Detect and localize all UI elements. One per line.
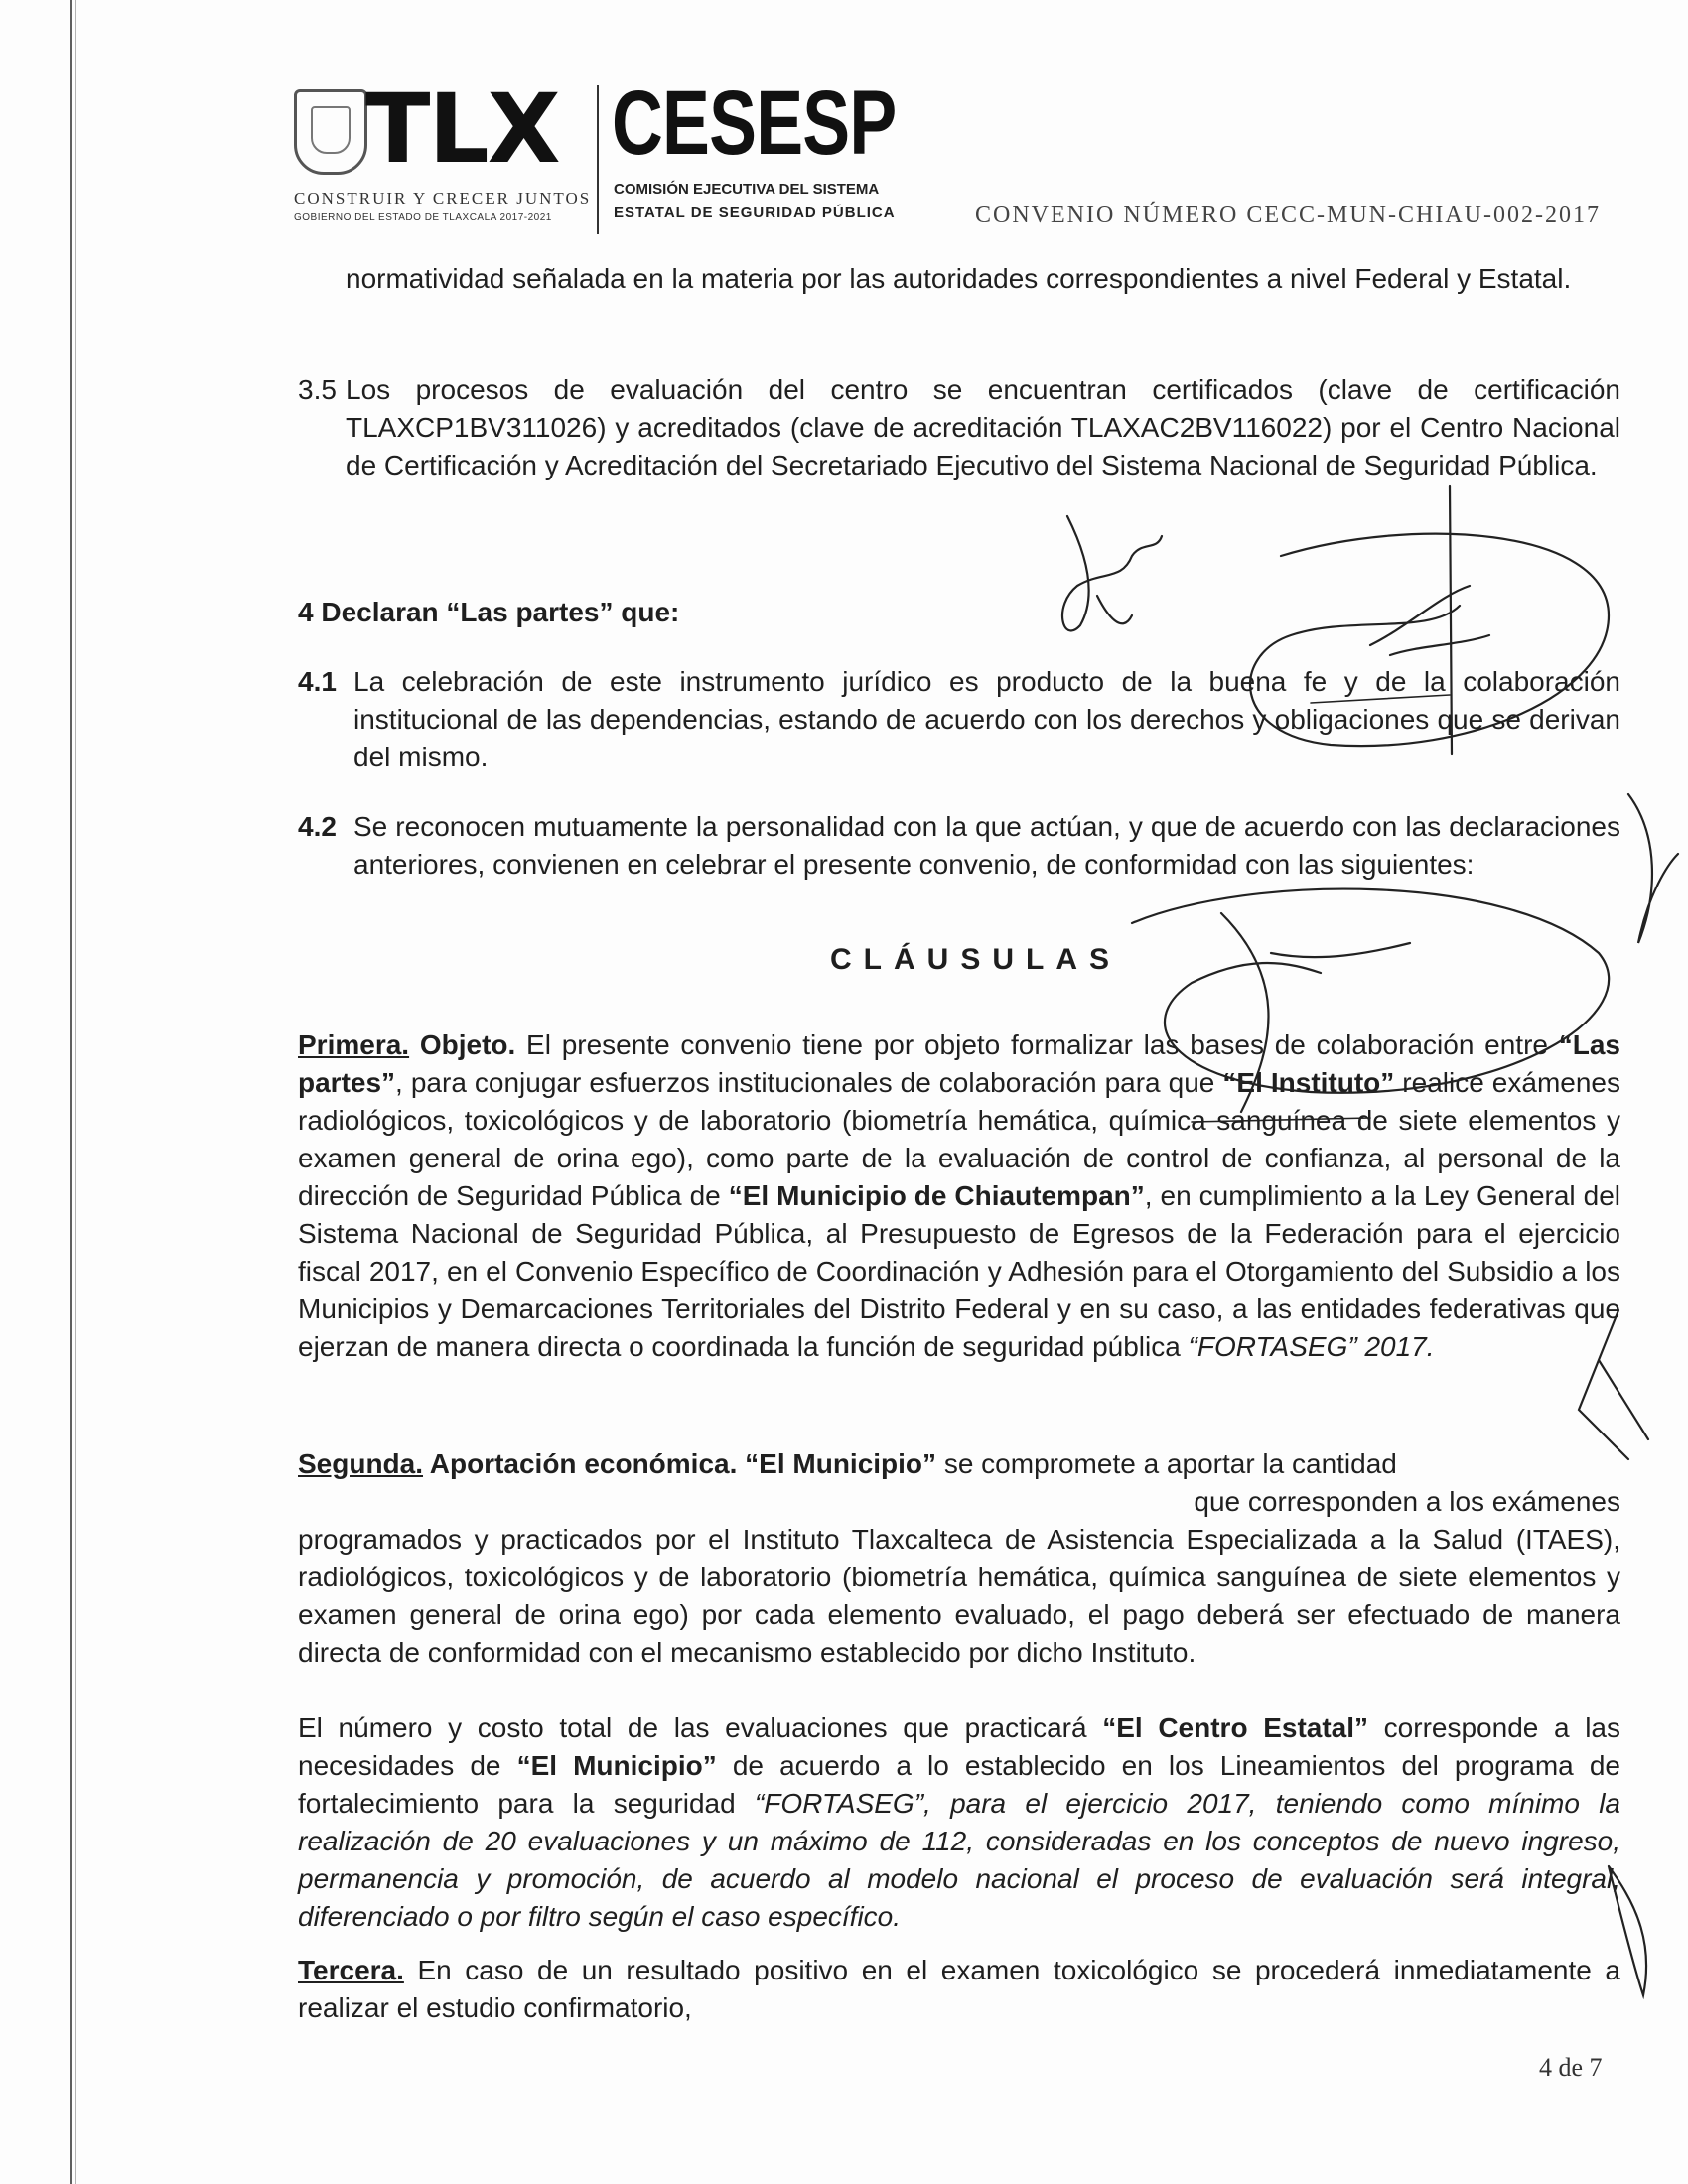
logo-divider [597,85,599,234]
signature-stroke-2 [1370,586,1489,655]
term-el-municipio: “El Municipio” [516,1750,717,1781]
binding-edge-mark-secondary [75,0,76,2184]
clause-primera-text: , en cumplimiento a la Ley General del Sistema Nacional de Seguridad Pública, al Presupuesto de Egresos de la Federación para el ejercicio fiscal 2017, en el Convenio Específico de Coordinación y Adhesión para el Otorgamiento del Subsidio a los Municipios y Demarcaciones Territoriales del Distrito Federal y en su caso, a las entidades federativas que ejerzan de manera directa o coordinada la función de seguridad pública [298,1180,1620,1362]
clause-segunda-text: se compromete a aportar la cantidad [936,1448,1397,1479]
clause-segunda-line2: que corresponden a los exámenes [1194,1486,1620,1517]
term-las-partes: “Las partes” [298,1029,1620,1098]
clause-segunda-title: Aportación económica. [423,1448,738,1479]
signature-initials-1b [1097,596,1132,623]
clause-primera [298,1026,1620,1366]
convenio-number: CONVENIO NÚMERO CECC-MUN-CHIAU-002-2017 [975,203,1601,228]
cesesp-subtitle-line1: COMISIÓN EJECUTIVA DEL SISTEMA [614,181,880,198]
binding-edge-mark [70,0,72,2184]
clause-primera-text: El presente convenio tiene por objeto formalizar las bases de colaboración entre [515,1029,1559,1060]
paragraph-numero-text: corresponde a las necesidades de [298,1712,1621,1781]
clause-number-3-5: 3.5 [298,374,337,405]
cesesp-logo-text: CESESP [612,72,897,174]
paragraph-intro: normatividad señalada en la materia por las autoridades correspondientes a nivel Federal y Estatal. [346,263,1572,294]
signature-initials-1 [1062,516,1162,630]
clause-tercera-label: Tercera. [298,1955,404,1985]
clause-segunda-line1 [298,1445,1620,1483]
term-el-municipio-chiautempan: “El Municipio de Chiautempan” [728,1180,1145,1211]
term-el-instituto: “El Instituto” [1222,1067,1395,1098]
paragraph-numero-text: de acuerdo a lo establecido en los Lineamientos del programa de fortalecimiento para la seguridad [298,1750,1620,1819]
paragraph-3-5: Los procesos de evaluación del centro se encuentran certificados (clave de certificación TLAXCP1BV311026) y acreditados (clave de acreditación TLAXAC2BV116022) por el Centro Nacional de Certificación y Acreditación del Secretariado Ejecutivo del Sistema Nacional de Seguridad Pública. [346,374,1620,480]
tlx-logo [294,73,592,234]
clause-number-4-1: 4.1 [298,666,337,697]
paragraph-4-1: La celebración de este instrumento jurídico es producto de la buena fe y de la colaboración institucional de las dependencias, estando de acuerdo con los derechos y obligaciones que se derivan del mismo. [353,666,1620,772]
clause-tercera-text: En caso de un resultado positivo en el examen toxicológico se procederá inmediatamente a realizar el estudio confirmatorio, [298,1955,1620,2023]
paragraph-4-2: Se reconocen mutuamente la personalidad con la que actúan, y que de acuerdo con las declaraciones anteriores, convienen en celebrar el presente convenio, de conformidad con las siguientes: [353,811,1620,880]
page-number: 4 de 7 [1539,2053,1603,2082]
cesesp-subtitle-line2: ESTATAL DE SEGURIDAD PÚBLICA [614,205,896,221]
term-el-municipio: “El Municipio” [737,1448,937,1479]
clause-primera-label: Primera. [298,1029,410,1060]
section-heading-4: 4 Declaran “Las partes” que: [298,597,680,627]
paragraph-numero-italic: “FORTASEG”, para el ejercicio 2017, teniendo como mínimo la realización de 20 evaluaciones y un máximo de 112, consideradas en los conceptos de nuevo ingreso, permanencia y promoción, de acuerdo al modelo nacional el proceso de evaluación será integral, diferenciado o por filtro según el caso específico. [298,1788,1621,1932]
clause-segunda-label: Segunda. [298,1448,424,1479]
term-el-centro-estatal: “El Centro Estatal” [1102,1712,1369,1743]
clause-number-4-2: 4.2 [298,811,337,842]
clause-segunda-body: programados y practicados por el Instituto Tlaxcalteca de Asistencia Especializada a la Salud (ITAES), radiológicos, toxicológicos y de laboratorio (biometría hemática, química sanguínea de siete elementos y examen general de orina ego) por cada elemento evaluado, el pago deberá ser efectuado de manera directa de conformidad con el mecanismo establecido por dicho Instituto. [298,1524,1620,1668]
paragraph-numero-text: El número y costo total de las evaluaciones que practicará [298,1712,1103,1743]
signature-side-mark [1628,794,1678,943]
clause-primera-text: realice exámenes radiológicos, toxicológicos y de laboratorio (biometría hemática, química sanguínea de siete elementos y examen general de orina ego), como parte de la evaluación de control de confianza, al personal de la dirección de Seguridad Pública de [298,1067,1620,1211]
tlx-logo-text: TLX [365,73,559,185]
clause-primera-text: , para conjugar esfuerzos institucionales de colaboración para que [395,1067,1223,1098]
state-seal-icon [294,89,367,175]
tlx-slogan: CONSTRUIR Y CRECER JUNTOS [294,189,592,207]
paragraph-numero-costo [298,1709,1620,1936]
clause-primera-title: Objeto. [409,1029,516,1060]
term-fortaseg: “FORTASEG” 2017. [1188,1331,1435,1362]
clause-tercera [298,1952,1620,2027]
tlx-government: GOBIERNO DEL ESTADO DE TLAXCALA 2017-2021 [294,212,552,223]
document-header [294,72,1624,234]
clausulas-heading: CLÁUSULAS [830,943,1121,976]
